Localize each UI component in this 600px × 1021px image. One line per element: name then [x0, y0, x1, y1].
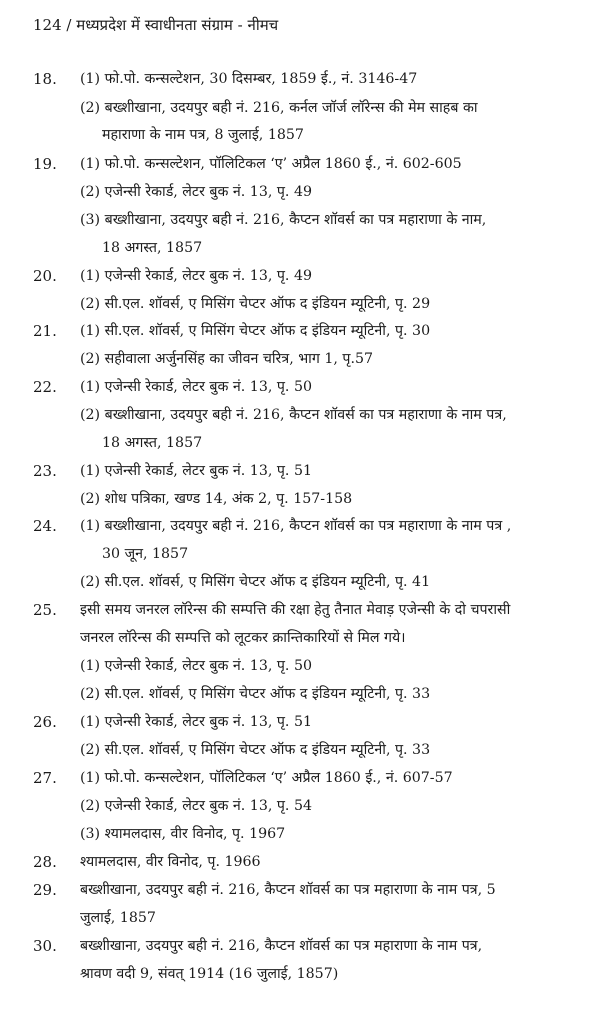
note-line: श्रावण वदी 9, संवत् 1914 (16 जुलाई, 1857) [80, 966, 339, 982]
note-number: 26. [33, 713, 57, 731]
note-line: श्यामलदास, वीर विनोद, पृ. 1966 [80, 854, 261, 870]
note-line: 30 जून, 1857 [102, 546, 189, 562]
note-line: (2) सी.एल. शॉवर्स, ए मिसिंग चेप्टर ऑफ द इंडियन म्यूटिनी, पृ. 41 [80, 574, 431, 590]
note-line: (1) एजेन्सी रेकार्ड, लेटर बुक नं. 13, पृ. 50 [80, 658, 312, 674]
note-line: महाराणा के नाम पत्र, 8 जुलाई, 1857 [102, 127, 304, 143]
note-number: 19. [33, 155, 57, 173]
note-number: 30. [33, 937, 57, 955]
note-line: (2) एजेन्सी रेकार्ड, लेटर बुक नं. 13, पृ. 54 [80, 798, 312, 814]
note-line: (2) सी.एल. शॉवर्स, ए मिसिंग चेप्टर ऑफ द इंडियन म्यूटिनी, पृ. 29 [80, 296, 431, 312]
note-number: 25. [33, 601, 57, 619]
note-number: 29. [33, 881, 57, 899]
note-line: (2) बख्शीखाना, उदयपुर बही नं. 216, कैप्टन शॉवर्स का पत्र महाराणा के नाम पत्र, [80, 407, 507, 423]
note-number: 23. [33, 462, 57, 480]
note-line: 18 अगस्त, 1857 [102, 435, 203, 451]
note-number: 18. [33, 70, 57, 88]
note-line: जनरल लॉरेन्स की सम्पत्ति को लूटकर क्रान्तिकारियों से मिल गये। [80, 630, 406, 646]
note-line: (3) बख्शीखाना, उदयपुर बही नं. 216, कैप्टन शॉवर्स का पत्र महाराणा के नाम, [80, 212, 487, 228]
note-line: (1) सी.एल. शॉवर्स, ए मिसिंग चेप्टर ऑफ द इंडियन म्यूटिनी, पृ. 30 [80, 323, 431, 339]
note-line: (1) एजेन्सी रेकार्ड, लेटर बुक नं. 13, पृ. 51 [80, 714, 312, 730]
note-number: 28. [33, 853, 57, 871]
note-line: (1) एजेन्सी रेकार्ड, लेटर बुक नं. 13, पृ. 50 [80, 379, 312, 395]
note-line: (1) फो.पो. कन्सल्टेशन, पॉलिटिकल ‘ए’ अप्रैल 1860 ई., नं. 602-605 [80, 156, 462, 172]
note-number: 27. [33, 769, 57, 787]
note-line: (2) सहीवाला अर्जुनसिंह का जीवन चरित्र, भाग 1, पृ.57 [80, 351, 374, 367]
note-line: (1) एजेन्सी रेकार्ड, लेटर बुक नं. 13, पृ. 51 [80, 463, 312, 479]
note-line: (2) शोध पत्रिका, खण्ड 14, अंक 2, पृ. 157-158 [80, 491, 353, 507]
note-number: 22. [33, 378, 57, 396]
note-line: इसी समय जनरल लॉरेन्स की सम्पत्ति की रक्षा हेतु तैनात मेवाड़ एजेन्सी के दो चपरासी [80, 602, 511, 618]
note-line: 18 अगस्त, 1857 [102, 240, 203, 256]
note-line: (1) फो.पो. कन्सल्टेशन, पॉलिटिकल ‘ए’ अप्रैल 1860 ई., नं. 607-57 [80, 770, 453, 786]
note-line: बख्शीखाना, उदयपुर बही नं. 216, कैप्टन शॉवर्स का पत्र महाराणा के नाम पत्र, 5 [80, 882, 496, 898]
note-line: बख्शीखाना, उदयपुर बही नं. 216, कैप्टन शॉवर्स का पत्र महाराणा के नाम पत्र, [80, 938, 483, 954]
note-line: (3) श्यामलदास, वीर विनोद, पृ. 1967 [80, 826, 286, 842]
note-number: 21. [33, 322, 57, 340]
page-header: 124 / मध्यप्रदेश में स्वाधीनता संग्राम - नीमच [33, 16, 279, 34]
note-number: 24. [33, 517, 57, 535]
note-number: 20. [33, 267, 57, 285]
note-line: (2) सी.एल. शॉवर्स, ए मिसिंग चेप्टर ऑफ द इंडियन म्यूटिनी, पृ. 33 [80, 742, 431, 758]
note-line: (1) एजेन्सी रेकार्ड, लेटर बुक नं. 13, पृ. 49 [80, 268, 312, 284]
note-line: (1) फो.पो. कन्सल्टेशन, 30 दिसम्बर, 1859 ई., नं. 3146-47 [80, 71, 418, 87]
note-line: जुलाई, 1857 [80, 910, 156, 926]
note-line: (1) बख्शीखाना, उदयपुर बही नं. 216, कैप्टन शॉवर्स का पत्र महाराणा के नाम पत्र , [80, 518, 512, 534]
note-line: (2) बख्शीखाना, उदयपुर बही नं. 216, कर्नल जॉर्ज लॉरेन्स की मेम साहब का [80, 100, 478, 116]
note-line: (2) सी.एल. शॉवर्स, ए मिसिंग चेप्टर ऑफ द इंडियन म्यूटिनी, पृ. 33 [80, 686, 431, 702]
note-line: (2) एजेन्सी रेकार्ड, लेटर बुक नं. 13, पृ. 49 [80, 184, 312, 200]
